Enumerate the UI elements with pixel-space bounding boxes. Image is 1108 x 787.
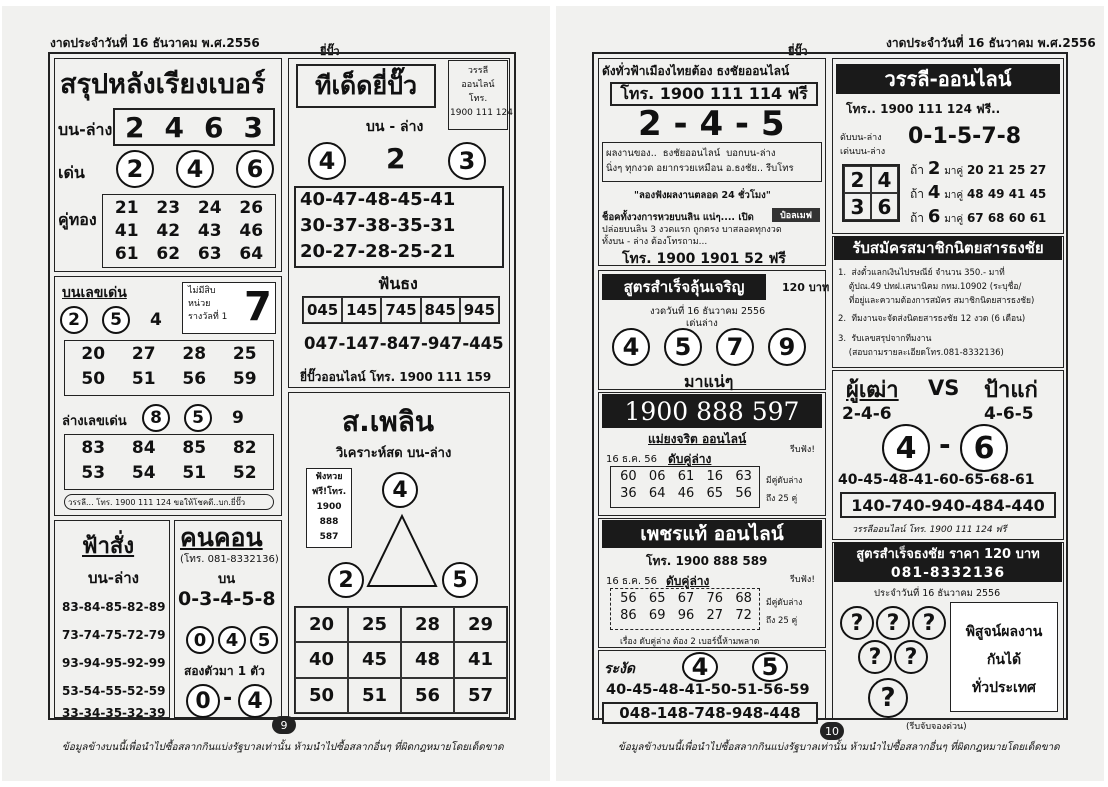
m1-grid bbox=[614, 469, 758, 501]
m1-side: มีคู่ดับล่าง ถึง 25 คู่ bbox=[766, 476, 803, 504]
pair: 23 bbox=[156, 198, 181, 218]
m2-tag: รีบฟัง! bbox=[790, 575, 815, 585]
m2-num: 96 bbox=[677, 608, 695, 623]
wor-label1: ดับบน-ล่าง bbox=[840, 133, 882, 143]
question-icon: ? bbox=[858, 640, 892, 674]
vs-box-text: 140-740-940-484-440 bbox=[851, 495, 1045, 515]
khon-dash: - bbox=[223, 686, 233, 711]
spl-box-text: ฟังหวย ฟรี!โทร. 1900 888 587 bbox=[311, 472, 347, 542]
wor-box-digit: 4 bbox=[871, 166, 898, 193]
tiktik-title: ทีเด็ดยี่ปั๊ว bbox=[314, 71, 418, 100]
wor-box-digit: 3 bbox=[844, 193, 871, 220]
tong-note: (รีบจับจองด่วน) bbox=[906, 722, 967, 732]
pair: 43 bbox=[197, 221, 222, 241]
wor-if: ถ้า bbox=[910, 163, 925, 177]
m1-num: 60 bbox=[620, 469, 637, 484]
rachat-digit: 4 bbox=[682, 652, 718, 682]
suut-sub: เด่นล่าง bbox=[686, 318, 718, 329]
fanthong-label: ฟันธง bbox=[378, 274, 418, 293]
wor-pairs: 48 49 41 45 bbox=[966, 187, 1047, 201]
m2-date: 16 ธ.ค. 56 bbox=[606, 576, 657, 587]
brand: ยี่ปั๊ว bbox=[320, 45, 340, 58]
wor-label2: เด่นบน-ล่าง bbox=[840, 147, 886, 157]
wor-box-digit: 6 bbox=[871, 193, 898, 220]
m1-num: 63 bbox=[735, 469, 752, 484]
tt-num: 47 bbox=[332, 189, 358, 210]
grid2-num: 83 bbox=[81, 438, 106, 458]
notice-text: ไม่มีสิบ หน่วย รางวัลที่ 1 bbox=[188, 286, 228, 322]
pair: 61 bbox=[114, 244, 139, 264]
question-icon: ? bbox=[912, 606, 946, 640]
wor-digit: 4 bbox=[927, 182, 941, 203]
grid1 bbox=[68, 344, 270, 389]
spl-sub: วิเคราะห์สด บน-ล่าง bbox=[336, 446, 452, 461]
footer-disclaimer: ข้อมูลข้างบนนี้เพื่อนำไปซื้อสลากกินแบ่งรัฐบาลเท่านั้น ห้ามนำไปซื้อสลากอื่นๆ ที่ผิดกฎหมายโดยเด็ดขาด bbox=[62, 742, 504, 753]
fanthong-boxes bbox=[302, 296, 500, 324]
tt-row: 30-37-38-35-31 bbox=[300, 215, 456, 236]
wor-row bbox=[910, 206, 1046, 228]
wor-pairs: 20 21 25 27 bbox=[966, 163, 1047, 177]
pair: 42 bbox=[156, 221, 181, 241]
fanthong-line: 047-147-847-947-445 bbox=[304, 334, 504, 353]
m1-num: 06 bbox=[648, 469, 666, 484]
m2-num: 69 bbox=[648, 608, 666, 623]
m2-num: 27 bbox=[706, 608, 724, 623]
tong-text: พิสูจน์ผลงาน กันได้ ทั่วประเทศ bbox=[965, 624, 1043, 696]
m2-num: 68 bbox=[735, 591, 752, 606]
tt-row: 20-27-28-25-21 bbox=[300, 241, 456, 262]
tt-num: 21 bbox=[430, 241, 456, 262]
spl-cell: 56 bbox=[401, 678, 454, 713]
m2-num: 72 bbox=[735, 608, 752, 623]
pairs-grid bbox=[106, 198, 272, 264]
pair: 63 bbox=[197, 244, 222, 264]
big-phone: 1900 888 597 bbox=[602, 394, 822, 428]
page-header: งาดประจำวันที่ 16 ธันวาคม พ.ศ.2556 bbox=[886, 36, 1096, 50]
tt-num: 48 bbox=[365, 189, 391, 210]
vs-line: 40-45-48-41-60-65-68-61 bbox=[838, 472, 1035, 488]
suut-digit: 4 bbox=[612, 328, 650, 366]
tt-num: 45 bbox=[397, 189, 423, 210]
m2-num: 76 bbox=[706, 591, 724, 606]
spl-cell: 45 bbox=[348, 642, 401, 677]
bottom-hot-digit: 5 bbox=[184, 404, 212, 432]
m2-num: 67 bbox=[677, 591, 695, 606]
grid1-num: 28 bbox=[182, 344, 207, 364]
khon-two: สองตัวมา 1 ตัว bbox=[184, 664, 265, 678]
spl-grid bbox=[294, 606, 508, 714]
fa-line: 93-94-95-92-99 bbox=[62, 656, 166, 670]
vs-note: วรรลีออนไลน์ โทร. 1900 111 124 ฟรี bbox=[852, 525, 1007, 535]
grid1-num: 56 bbox=[182, 369, 207, 389]
spl-cell: 41 bbox=[454, 642, 507, 677]
m1-num: 56 bbox=[735, 486, 752, 501]
top-hot-digit: 4 bbox=[150, 310, 162, 330]
wor-if: ถ้า bbox=[910, 187, 925, 201]
wor-phone: โทร.. 1900 111 124 ฟรี.. bbox=[846, 102, 1001, 116]
khon-circle: 4 bbox=[218, 626, 246, 654]
tong-phone: 081-8332136 bbox=[834, 564, 1062, 582]
spl-cell: 48 bbox=[401, 642, 454, 677]
khon-circle: 0 bbox=[186, 626, 214, 654]
tong-date: ประจำวันที่ 16 ธันวาคม 2556 bbox=[874, 588, 1001, 599]
suut-digit: 9 bbox=[768, 328, 806, 366]
updown-digit: 3 bbox=[243, 110, 263, 144]
wor-box bbox=[842, 164, 900, 222]
spl-cell: 29 bbox=[454, 607, 507, 642]
tt-num: 25 bbox=[397, 241, 423, 262]
tc-quote: "ลองฟังผลงานตลอด 24 ชั่วโมง" bbox=[634, 190, 771, 201]
question-icon: ? bbox=[876, 606, 910, 640]
page-9 bbox=[2, 6, 550, 781]
suut-price: 120 บาท bbox=[782, 281, 830, 294]
khon-top-value: 0-3-4-5-8 bbox=[178, 588, 276, 610]
grid2-num: 51 bbox=[182, 463, 207, 483]
grid2 bbox=[68, 438, 270, 483]
bl-label: บน - ล่าง bbox=[366, 119, 424, 135]
tt-digit: 3 bbox=[448, 142, 486, 180]
tt-num: 31 bbox=[430, 215, 456, 236]
bottom-hot-digit: 9 bbox=[232, 408, 244, 428]
tt-num: 41 bbox=[430, 189, 456, 210]
khon-title: คนคอน bbox=[180, 523, 263, 552]
chot-text: ช็อคทั้งวงการหวยบนลิน แน่ๆ.... เปิด bbox=[602, 212, 754, 223]
pair: 62 bbox=[156, 244, 181, 264]
tri-digit: 2 bbox=[328, 562, 364, 598]
hot-digit: 4 bbox=[176, 150, 214, 188]
grid1-num: 27 bbox=[131, 344, 156, 364]
top-hot-digit: 2 bbox=[60, 306, 88, 334]
maeyod-tag: รีบฟัง! bbox=[790, 445, 815, 455]
pairs-label: คู่ทอง bbox=[58, 210, 97, 229]
khon-pair-digit: 0 bbox=[186, 684, 220, 718]
updown-digit: 2 bbox=[125, 110, 145, 144]
summary-title: สรุปหลังเรียงเบอร์ bbox=[60, 69, 266, 100]
grid2-num: 54 bbox=[131, 463, 156, 483]
tt-num: 38 bbox=[365, 215, 391, 236]
triangle-icon bbox=[364, 510, 440, 590]
grid2-num: 85 bbox=[182, 438, 207, 458]
spl-cell: 50 bbox=[295, 678, 348, 713]
bottom-box bbox=[602, 702, 818, 724]
fa-line: 53-54-55-52-59 bbox=[62, 684, 166, 698]
vs-left: ผู้เฒ่า bbox=[846, 378, 899, 403]
pair: 24 bbox=[197, 198, 222, 218]
m1-date: 16 ธ.ค. 56 bbox=[606, 454, 657, 465]
fanthong-box: 145 bbox=[342, 297, 381, 323]
spl-cell: 57 bbox=[454, 678, 507, 713]
bottom-line: 40-45-48-41-50-51-56-59 bbox=[606, 682, 810, 698]
wor-title: วรรลี-ออนไลน์ bbox=[836, 64, 1060, 94]
wor-pair-label: มาคู่ bbox=[944, 166, 964, 177]
bottom-hot-label: ล่างเลขเด่น bbox=[62, 414, 127, 429]
tc-phone: โทร. 1900 111 114 ฟรี bbox=[620, 83, 808, 103]
fa-line: 73-74-75-72-79 bbox=[62, 628, 166, 642]
vs-box bbox=[840, 492, 1056, 518]
vs-label: VS bbox=[928, 376, 960, 400]
vs-left-seq: 2-4-6 bbox=[842, 404, 892, 424]
bottom-hot-digit: 8 bbox=[142, 404, 170, 432]
grid2-num: 82 bbox=[232, 438, 257, 458]
wor-digit: 2 bbox=[927, 158, 941, 179]
m1-label: ดับคู่ล่าง bbox=[668, 452, 712, 466]
m2-side: มีคู่ดับล่าง ถึง 25 คู่ bbox=[766, 598, 803, 626]
pair: 41 bbox=[114, 221, 139, 241]
tt-num: 30 bbox=[300, 215, 326, 236]
grid1-num: 51 bbox=[131, 369, 156, 389]
spl-cell: 51 bbox=[348, 678, 401, 713]
m1-num: 65 bbox=[706, 486, 724, 501]
rub-item: 1. ส่งตั๋วแลกเงินไปรษณีย์ จำนวน 350.- มาที่ ตู้ปณ.49 ปทฝ.เสนานิคม กทม.10902 (ระบุชื่อ/ ที่อยู่และความต้องการสมัคร สมาชิกนิตยสารธงชัย) bbox=[838, 268, 1035, 306]
tc-head: ดังทั่วฟ้าเมืองไทยต้อง ธงชัยออนไลน์ bbox=[602, 64, 790, 78]
tt-digit: 4 bbox=[308, 142, 346, 180]
grid1-num: 20 bbox=[81, 344, 106, 364]
chot-text2: ปล่อยบนลิน 3 งวดแรก ถูกตรง บาสลอดทุกงวด ทั้งบน - ล่าง ต้องโทรถาม... bbox=[602, 225, 782, 247]
m2-num: 86 bbox=[620, 608, 637, 623]
page-header: งาดประจำวันที่ 16 ธันวาคม พ.ศ.2556 bbox=[50, 36, 260, 50]
tc-text: ผลงานของ.. ธงชัยออนไลน์ บอกบน-ล่าง นิ่งๆ ทุกงวด อยากรวยเหมือน อ.ธงชัย.. รีบโทร bbox=[606, 148, 794, 174]
tt-digit: 2 bbox=[386, 142, 406, 175]
m2-label: ดับคู่ล่าง bbox=[666, 574, 710, 588]
wor-if: ถ้า bbox=[910, 211, 925, 225]
updown-digit: 4 bbox=[164, 110, 184, 144]
bottom-box-text: 048-148-748-948-448 bbox=[619, 704, 801, 722]
page-number: 10 bbox=[820, 722, 844, 740]
wor-pair-label: มาคู่ bbox=[944, 190, 964, 201]
vs-dash: - bbox=[939, 428, 951, 461]
brand: ยี่ปั๊ว bbox=[788, 45, 808, 58]
wor-box-digit: 2 bbox=[844, 166, 871, 193]
question-icon: ? bbox=[840, 606, 874, 640]
rub-item: 3. รับเลขสรุปจากทีมงาน (สอบถามรายละเอียดโทร.081-8332136) bbox=[838, 334, 1004, 358]
m1-num: 36 bbox=[620, 486, 637, 501]
tri-digit: 5 bbox=[442, 562, 478, 598]
suut-date: งวดวันที่ 16 ธันวาคม 2556 bbox=[650, 306, 766, 317]
spl-cell: 28 bbox=[401, 607, 454, 642]
fa-line: 83-84-85-82-89 bbox=[62, 600, 166, 614]
spl-cell: 25 bbox=[348, 607, 401, 642]
khon-phone: (โทร. 081-8332136) bbox=[180, 554, 279, 565]
tc-digits: 2 - 4 - 5 bbox=[638, 104, 785, 144]
pair: 64 bbox=[239, 244, 264, 264]
tt-num: 27 bbox=[332, 241, 358, 262]
grid2-num: 52 bbox=[232, 463, 257, 483]
wor-row bbox=[910, 182, 1046, 204]
tong-title: สูตรสำเร็จธงชัย ราคา 120 บาท bbox=[834, 542, 1062, 564]
fa-title: ฟ้าสั่ง bbox=[82, 534, 135, 559]
tiktik-title-box bbox=[296, 64, 436, 108]
promo-line: วรรลี... โทร. 1900 111 124 ขอให้โชคดี..บก.ยี่ปั๊ว bbox=[68, 498, 246, 507]
wor-digit: 6 bbox=[927, 206, 941, 227]
vs-digit: 6 bbox=[960, 424, 1008, 472]
m1-num: 64 bbox=[648, 486, 666, 501]
top-hot-label: บนเลขเด่น bbox=[62, 285, 127, 301]
question-icon: ? bbox=[894, 640, 928, 674]
m1-num: 61 bbox=[677, 469, 695, 484]
tc-phone-box bbox=[610, 82, 818, 106]
rachat-logo: ระงัด bbox=[604, 661, 635, 677]
tt-num: 35 bbox=[397, 215, 423, 236]
tt-row: 40-47-48-45-41 bbox=[300, 189, 456, 210]
wor-pairs: 67 68 60 61 bbox=[966, 211, 1047, 225]
rachat-digit: 5 bbox=[752, 652, 788, 682]
suut-digit: 7 bbox=[716, 328, 754, 366]
fa-sub: บน-ล่าง bbox=[88, 569, 139, 587]
updown-digit: 6 bbox=[204, 110, 224, 144]
hot-label: เด่น bbox=[58, 163, 85, 182]
fanthong-box: 045 bbox=[303, 297, 342, 323]
worali-text: วรรลี ออนไลน์ โทร. 1900 111 124 bbox=[450, 66, 513, 118]
updown-box bbox=[113, 108, 275, 146]
pair: 26 bbox=[239, 198, 264, 218]
chot-phone: โทร. 1900 1901 52 ฟรี bbox=[622, 251, 786, 267]
updown-label: บน-ล่าง bbox=[58, 120, 113, 139]
tt-num: 20 bbox=[300, 241, 326, 262]
grid1-num: 50 bbox=[81, 369, 106, 389]
pair: 21 bbox=[114, 198, 139, 218]
hot-digit: 6 bbox=[236, 150, 274, 188]
m2-num: 56 bbox=[620, 591, 637, 606]
m1-num: 46 bbox=[677, 486, 695, 501]
maanae: มาแน่ๆ bbox=[684, 372, 734, 391]
grid2-num: 84 bbox=[131, 438, 156, 458]
grid2-num: 53 bbox=[81, 463, 106, 483]
page-number: 9 bbox=[272, 716, 296, 734]
m2-note: เรื่อง ดับคู่ล่าง ต้อง 2 เบอร์นี้ห้ามพลาด bbox=[620, 637, 760, 647]
pet-phone: โทร. 1900 888 589 bbox=[646, 554, 768, 568]
spl-cell: 20 bbox=[295, 607, 348, 642]
spl-cell: 40 bbox=[295, 642, 348, 677]
grid1-num: 25 bbox=[232, 344, 257, 364]
tt-num: 40 bbox=[300, 189, 326, 210]
fanthong-box: 745 bbox=[381, 297, 420, 323]
suut-title: สูตรสำเร็จลุ้นเจริญ bbox=[602, 274, 766, 300]
fa-line: 33-34-35-32-39 bbox=[62, 706, 166, 720]
khon-circle: 5 bbox=[250, 626, 278, 654]
yipua-line: ยี่ปั๊วออนไลน์ โทร. 1900 111 159 bbox=[300, 370, 492, 384]
notice-digit: 7 bbox=[244, 284, 272, 330]
page-10 bbox=[556, 6, 1104, 781]
m2-grid bbox=[614, 591, 758, 623]
vs-right-seq: 4-6-5 bbox=[984, 404, 1034, 424]
khon-top-label: บน bbox=[218, 572, 236, 587]
wor-pair-label: มาคู่ bbox=[944, 214, 964, 225]
grid1-num: 59 bbox=[232, 369, 257, 389]
suut-digit: 5 bbox=[664, 328, 702, 366]
pet-title: เพชรแท้ ออนไลน์ bbox=[602, 520, 822, 548]
m1-num: 16 bbox=[706, 469, 724, 484]
chot-tag: ป๋อลเมฟ bbox=[772, 208, 820, 222]
vs-digit: 4 bbox=[882, 424, 930, 472]
fanthong-box: 945 bbox=[460, 297, 499, 323]
rub-item: 2. ทีมงานจะจัดส่งนิตยสารธงชัย 12 งวด (6 เดือน) bbox=[838, 314, 1026, 324]
pair: 46 bbox=[239, 221, 264, 241]
spl-title: ส.เพลิน bbox=[342, 405, 435, 438]
maeyod-title: แม่ยงจริต ออนไลน์ bbox=[648, 432, 747, 446]
wor-seq: 0-1-5-7-8 bbox=[908, 124, 1022, 149]
tt-num: 28 bbox=[365, 241, 391, 262]
rub-title: รับสมัครสมาชิกนิตยสารธงชัย bbox=[834, 236, 1062, 260]
khon-pair-digit: 4 bbox=[238, 684, 272, 718]
vs-right: ป้าแก่ bbox=[984, 378, 1038, 403]
fanthong-box: 845 bbox=[421, 297, 460, 323]
question-icon: ? bbox=[868, 678, 908, 718]
m2-num: 65 bbox=[648, 591, 666, 606]
wor-row bbox=[910, 158, 1046, 180]
footer-disclaimer: ข้อมูลข้างบนนี้เพื่อนำไปซื้อสลากกินแบ่งรัฐบาลเท่านั้น ห้ามนำไปซื้อสลากอื่นๆ ที่ผิดกฎหมายโดยเด็ดขาด bbox=[618, 742, 1060, 753]
hot-digit: 2 bbox=[116, 150, 154, 188]
tt-num: 37 bbox=[332, 215, 358, 236]
tri-digit: 4 bbox=[382, 472, 418, 508]
top-hot-digit: 5 bbox=[102, 306, 130, 334]
